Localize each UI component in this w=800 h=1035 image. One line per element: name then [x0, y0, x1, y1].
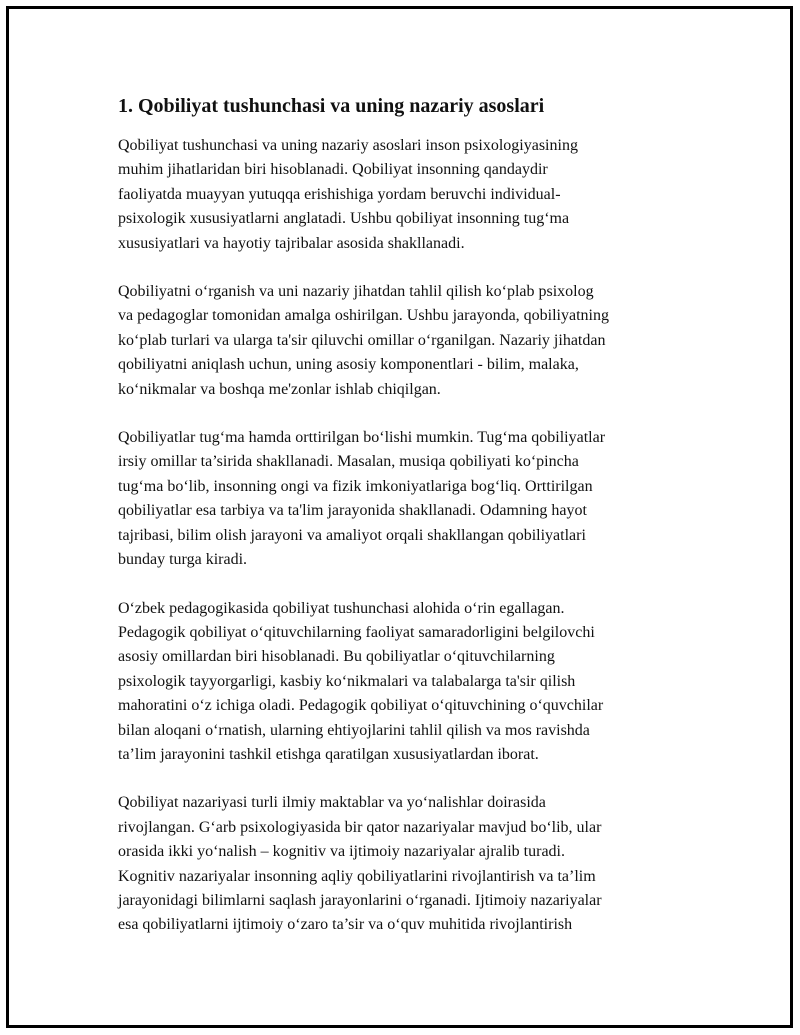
text-line: irsiy omillar ta’sirida shakllanadi. Masalan, musiqa qobiliyati ko‘pincha — [118, 453, 579, 471]
text-line: xususiyatlari va hayotiy tajribalar asosida shakllanadi. — [118, 234, 465, 252]
text-line: O‘zbek pedagogikasida qobiliyat tushunchasi alohida o‘rin egallagan. — [118, 599, 565, 617]
text-line: muhim jihatlaridan biri hisoblanadi. Qobiliyat insonning qandaydir — [118, 161, 548, 179]
text-line: Pedagogik qobiliyat o‘qituvchilarning faoliyat samaradorligini belgilovchi — [118, 623, 595, 641]
paragraph — [118, 426, 698, 572]
text-line: qobiliyatlar esa tarbiya va ta'lim jarayonida shakllanadi. Odamning hayot — [118, 502, 587, 520]
text-line: mahoratini o‘z ichiga oladi. Pedagogik qobiliyat o‘qituvchining o‘quvchilar — [118, 697, 604, 715]
paragraph — [118, 280, 698, 402]
text-line: tug‘ma bo‘lib, insonning ongi va fizik imkoniyatlariga bog‘liq. Orttirilgan — [118, 477, 593, 495]
text-line: Kognitiv nazariyalar insonning aqliy qobiliyatlarini rivojlantirish va ta’lim — [118, 867, 596, 885]
text-line: Qobiliyat nazariyasi turli ilmiy maktablar va yo‘nalishlar doirasida — [118, 794, 546, 812]
text-line: Qobiliyat tushunchasi va uning nazariy asoslari inson psixologiyasining — [118, 137, 578, 154]
text-line: va pedagoglar tomonidan amalga oshirilgan. Ushbu jarayonda, qobiliyatning — [118, 307, 609, 325]
paragraph — [118, 791, 698, 937]
text-line: orasida ikki yo‘nalish – kognitiv va ijtimoiy nazariyalar ajralib turadi. — [118, 843, 565, 861]
text-line: Qobiliyatni o‘rganish va uni nazariy jihatdan tahlil qilish ko‘plab psixolog — [118, 283, 594, 301]
text-line: psixologik xususiyatlarni anglatadi. Ushbu qobiliyat insonning tug‘ma — [118, 210, 570, 228]
text-line: ko‘nikmalar va boshqa me'zonlar ishlab chiqilgan. — [118, 380, 441, 398]
text-line: bunday turga kiradi. — [118, 551, 248, 569]
text-line: faoliyatda muayyan yutuqqa erishishiga yordam beruvchi individual- — [118, 185, 561, 203]
text-line: psixologik tayyorgarligi, kasbiy ko‘nikmalari va talabalarga ta'sir qilish — [118, 672, 576, 690]
section-heading: 1. Qobiliyat tushunchasi va uning nazariy asoslari — [118, 95, 545, 117]
paragraph — [118, 597, 698, 768]
text-line: Qobiliyatlar tug‘ma hamda orttirilgan bo‘lishi mumkin. Tug‘ma qobiliyatlar — [118, 429, 606, 447]
text-line: ta’lim jarayonini tashkil etishga qaratilgan xususiyatlardan iborat. — [118, 745, 539, 763]
text-line: rivojlangan. G‘arb psixologiyasida bir qator nazariyalar mavjud bo‘lib, ular — [118, 818, 602, 836]
text-line: ko‘plab turlari va ularga ta'sir qiluvchi omillar o‘rganilgan. Nazariy jihatdan — [118, 331, 606, 349]
paragraph — [118, 134, 698, 256]
text-line: tajribasi, bilim olish jarayoni va amaliyot orqali shakllangan qobiliyatlari — [118, 526, 586, 544]
text-line: esa qobiliyatlarni ijtimoiy o‘zaro ta’sir va o‘quv muhitida rivojlantirish — [118, 916, 573, 934]
text-line: asosiy omillardan biri hisoblanadi. Bu qobiliyatlar o‘qituvchilarning — [118, 648, 555, 666]
paragraph-list — [118, 134, 698, 938]
document-body — [118, 92, 698, 962]
text-line: jarayonidagi bilimlarni saqlash jarayonlarini o‘rganadi. Ijtimoiy nazariyalar — [118, 891, 602, 909]
text-line: qobiliyatni aniqlash uchun, uning asosiy komponentlari - bilim, malaka, — [118, 356, 579, 374]
text-line: bilan aloqani o‘rnatish, ularning ehtiyojlarini tahlil qilish va mos ravishda — [118, 721, 590, 739]
